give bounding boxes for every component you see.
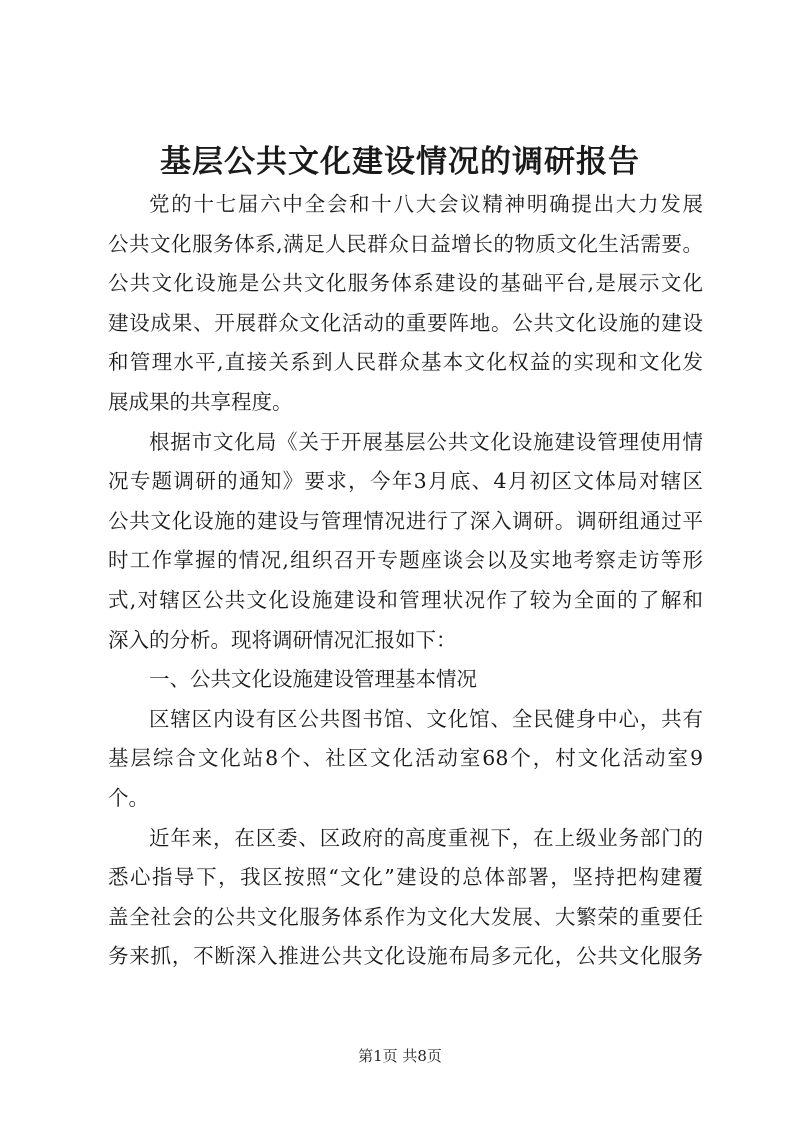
page-footer: 第1页 共8页 xyxy=(358,1047,442,1065)
text-line: 况专题调研的通知》要求，今年3月底、4月初区文体局对辖区 xyxy=(108,469,703,494)
text-line: 党的十七届六中全会和十八大会议精神明确提出大力发展 xyxy=(149,192,703,216)
document-body xyxy=(108,185,703,977)
text-line: 展成果的共享程度。 xyxy=(108,389,293,414)
paragraph-1 xyxy=(108,185,703,423)
text-line: 近年来，在区委、区政府的高度重视下，在上级业务部门的 xyxy=(149,825,703,850)
text-line: 个。 xyxy=(108,785,149,810)
text-line: 和管理水平,直接关系到人民群众基本文化权益的实现和文化发 xyxy=(108,350,703,375)
text-line: 区辖区内设有区公共图书馆、文化馆、全民健身中心，共有 xyxy=(149,706,703,731)
paragraph-2 xyxy=(108,423,703,661)
text-line: 基层综合文化站8个、社区文化活动室68个，村文化活动室9 xyxy=(108,746,703,771)
text-line: 式,对辖区公共文化设施建设和管理状况作了较为全面的了解和 xyxy=(108,587,703,612)
document-title: 基层公共文化建设情况的调研报告 xyxy=(160,144,640,180)
text-line: 公共文化设施的建设与管理情况进行了深入调研。调研组通过平 xyxy=(108,508,703,533)
text-line: 根据市文化局《关于开展基层公共文化设施建设管理使用情 xyxy=(149,429,703,454)
text-line: 深入的分析。现将调研情况汇报如下： xyxy=(108,627,457,652)
section-heading xyxy=(108,660,703,700)
text-line: 盖全社会的公共文化服务体系作为文化大发展、大繁荣的重要任 xyxy=(108,904,703,929)
text-line: 公共文化服务体系,满足人民群众日益增长的物质文化生活需要。 xyxy=(108,231,703,256)
paragraph-4 xyxy=(108,700,703,819)
text-line: 时工作掌握的情况,组织召开专题座谈会以及实地考察走访等形 xyxy=(108,548,703,573)
text-line: 悉心指导下，我区按照“文化”建设的总体部署，坚持把构建覆 xyxy=(108,865,703,890)
text-line: 一、公共文化设施建设管理基本情况 xyxy=(149,667,477,692)
text-line: 公共文化设施是公共文化服务体系建设的基础平台,是展示文化 xyxy=(108,271,703,296)
paragraph-5 xyxy=(108,819,703,977)
text-line: 建设成果、开展群众文化活动的重要阵地。公共文化设施的建设 xyxy=(108,310,703,335)
text-line: 务来抓，不断深入推进公共文化设施布局多元化，公共文化服务 xyxy=(108,944,703,969)
